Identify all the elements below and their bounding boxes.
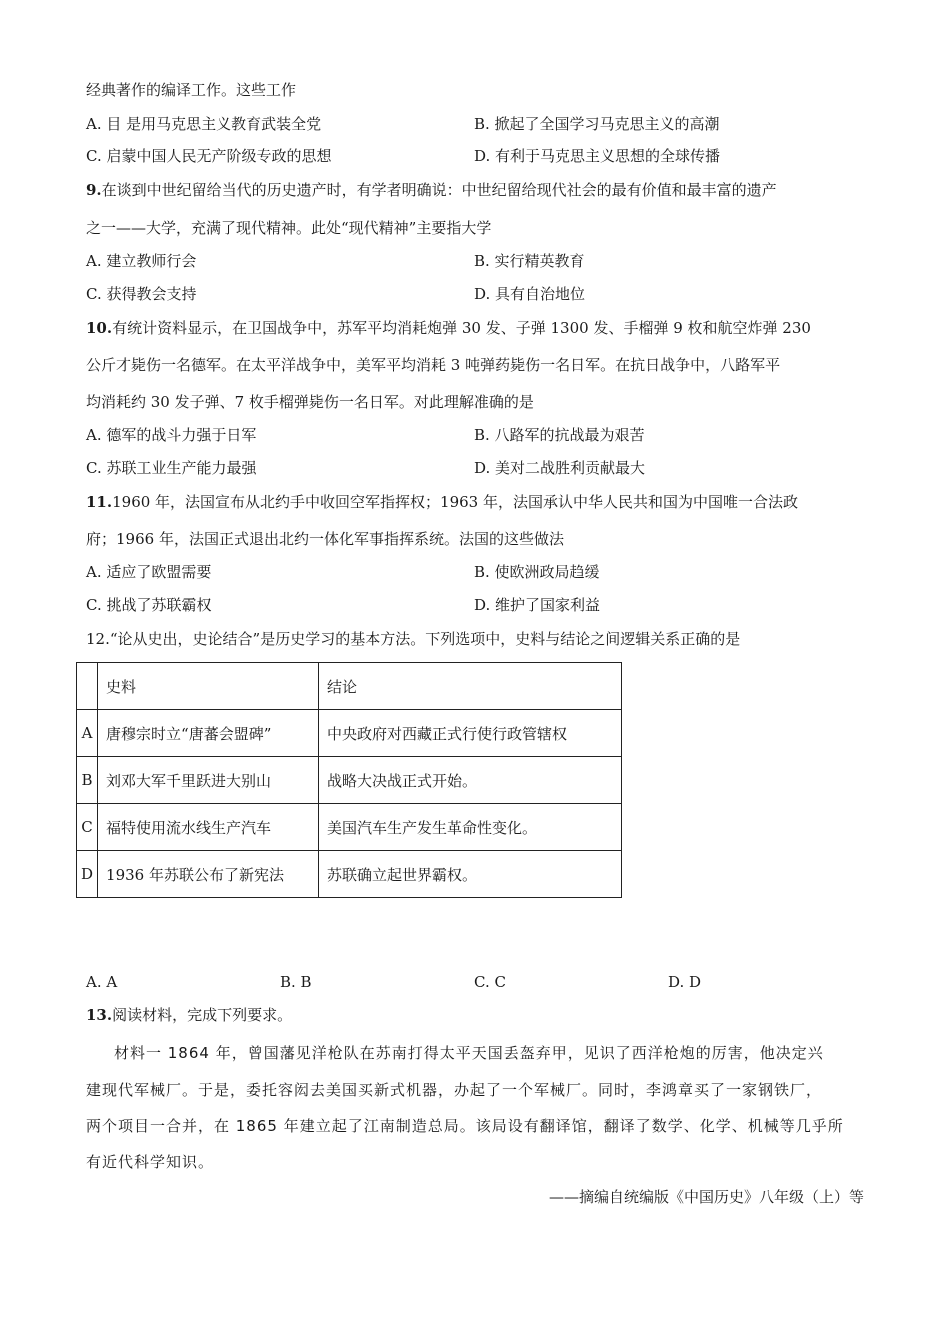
q11-option-c: C. 挑战了苏联霸权 <box>86 596 212 614</box>
q11-line2: 府；1966 年，法国正式退出北约一体化军事指挥系统。法国的这些做法 <box>86 530 564 548</box>
table-row <box>77 851 622 898</box>
table-row <box>77 710 622 757</box>
q9-option-d: D. 具有自治地位 <box>474 285 586 303</box>
q12-option-a: A. A <box>86 973 118 991</box>
table-cell: 美国汽车生产发生革命性变化。 <box>319 804 622 851</box>
q10-number: 10. <box>86 319 113 337</box>
table-cell: D <box>77 851 98 898</box>
table-row <box>77 804 622 851</box>
q11-text1: 1960 年，法国宣布从北约手中收回空军指挥权；1963 年，法国承认中华人民共和国为中国唯一合法政 <box>112 493 798 511</box>
q12-option-c: C. C <box>474 973 506 991</box>
q9-option-a: A. 建立教师行会 <box>86 252 197 270</box>
q10-line2: 公斤才毙伤一名德军。在太平洋战争中，美军平均消耗 3 吨弹药毙伤一名日军。在抗日战争中，八路军平 <box>86 356 781 374</box>
table-cell: 中央政府对西藏正式行使行政管辖权 <box>319 710 622 757</box>
q10-option-a: A. 德军的战斗力强于日军 <box>86 426 257 444</box>
table-header-cell <box>77 663 98 710</box>
q10-option-d: D. 美对二战胜利贡献最大 <box>474 459 646 477</box>
q13-material-line3: 两个项目一合并，在 1865 年建立起了江南制造总局。该局设有翻译馆，翻译了数学、化学、机械等几乎所 <box>86 1117 844 1135</box>
table-cell: B <box>77 757 98 804</box>
table-cell: 战略大决战正式开始。 <box>319 757 622 804</box>
q12-stem: 12.“论从史出，史论结合”是历史学习的基本方法。下列选项中，史料与结论之间逻辑关系正确的是 <box>86 630 741 648</box>
q11-option-a: A. 适应了欧盟需要 <box>86 563 212 581</box>
table-cell: 刘邓大军千里跃进大别山 <box>98 757 319 804</box>
q9-line1 <box>86 180 777 200</box>
q10-line3: 均消耗约 30 发子弹、7 枚手榴弹毙伤一名日军。对此理解准确的是 <box>86 393 534 411</box>
table-row <box>77 757 622 804</box>
q13-number: 13. <box>86 1006 113 1024</box>
q11-line1 <box>86 492 798 512</box>
q8-stem-tail: 经典著作的编译工作。这些工作 <box>86 81 297 99</box>
q10-option-c: C. 苏联工业生产能力最强 <box>86 459 257 477</box>
table-cell: 1936 年苏联公布了新宪法 <box>98 851 319 898</box>
q9-line2: 之一——大学，充满了现代精神。此处“现代精神”主要指大学 <box>86 219 492 237</box>
q9-option-c: C. 获得教会支持 <box>86 285 197 303</box>
q13-stem-line <box>86 1005 292 1025</box>
q10-line1 <box>86 318 811 338</box>
q13-stem: 阅读材料，完成下列要求。 <box>112 1006 293 1024</box>
q12-option-b: B. B <box>280 973 312 991</box>
table-header-cell: 结论 <box>319 663 622 710</box>
q13-material-line2: 建现代军械厂。于是，委托容闳去美国买新式机器，办起了一个军械厂。同时，李鸿章买了一家钢铁厂， <box>86 1081 823 1099</box>
q8-option-d: D. 有利于马克思主义思想的全球传播 <box>474 147 721 165</box>
q9-option-b: B. 实行精英教育 <box>474 252 585 270</box>
q13-material-line1: 材料一 1864 年，曾国藩见洋枪队在苏南打得太平天国丢盔弃甲，见识了西洋枪炮的厉害，他决定兴 <box>114 1044 824 1062</box>
q9-number: 9. <box>86 181 102 199</box>
q8-option-c: C. 启蒙中国人民无产阶级专政的思想 <box>86 147 332 165</box>
q10-option-b: B. 八路军的抗战最为艰苦 <box>474 426 645 444</box>
table-cell: 苏联确立起世界霸权。 <box>319 851 622 898</box>
q11-option-b: B. 使欧洲政局趋缓 <box>474 563 600 581</box>
table-cell: 福特使用流水线生产汽车 <box>98 804 319 851</box>
q13-source: ——摘编自统编版《中国历史》八年级（上）等 <box>548 1188 864 1206</box>
q12-table <box>76 662 622 898</box>
table-cell: A <box>77 710 98 757</box>
table-cell: C <box>77 804 98 851</box>
q8-option-a: A. 目 是用马克思主义教育武装全党 <box>86 115 322 133</box>
q11-number: 11. <box>86 493 113 511</box>
table-header-row <box>77 663 622 710</box>
q9-text1: 在谈到中世纪留给当代的历史遗产时，有学者明确说：中世纪留给现代社会的最有价值和最丰富的遗产 <box>101 181 777 199</box>
q12-option-d: D. D <box>668 973 702 991</box>
q8-option-b: B. 掀起了全国学习马克思主义的高潮 <box>474 115 720 133</box>
q10-text1: 有统计资料显示，在卫国战争中，苏军平均消耗炮弹 30 发、子弹 1300 发、手榴弹 9 枚和航空炸弹 230 <box>112 319 811 337</box>
q11-option-d: D. 维护了国家利益 <box>474 596 601 614</box>
q13-material-line4: 有近代科学知识。 <box>86 1153 215 1171</box>
table-cell: 唐穆宗时立“唐蕃会盟碑” <box>98 710 319 757</box>
table-header-cell: 史料 <box>98 663 319 710</box>
